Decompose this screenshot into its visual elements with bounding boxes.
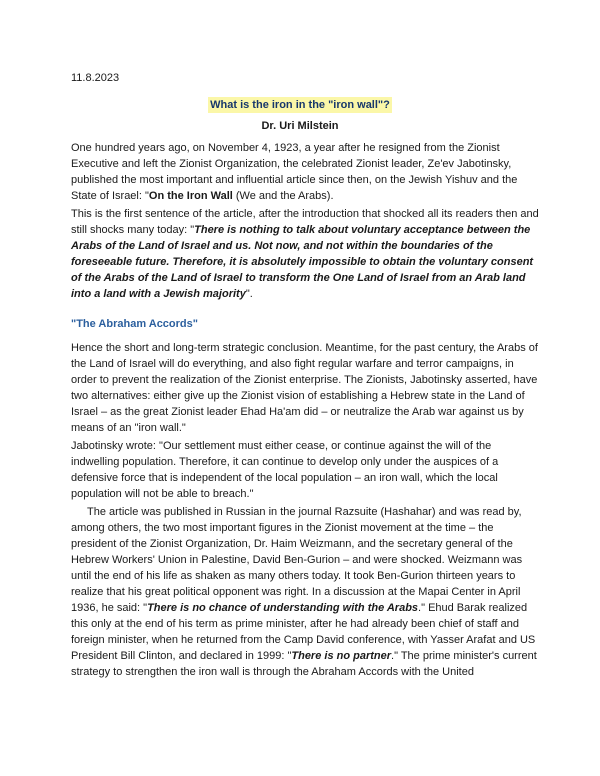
paragraph-1 [71, 140, 540, 204]
paragraph-5-text: The article was published in Russian in the journal Razsuite (Hashahar) and was read by, among others, the two most important figures in the Zionist movement at the time – the president of the Zionist Organization, Dr. Haim Weizmann, and the secretary general of the Hebrew Workers' Union in Palestine, David Ben-Gurion – and were shocked. Weizmann was until the end of his life as shaken as many others today. It took Ben-Gurion thirteen years to realize that his great political opponent was right. In a discussion at the Mapai Center in April 1936, he said: " [71, 506, 523, 614]
article-body [71, 140, 540, 682]
paragraph-3: Hence the short and long-term strategic conclusion. Meantime, for the past century, the Arabs of the Land of Israel will do everything, and also fight regular warfare and terror campaigns, in order to prevent the realization of the Zionist enterprise. The Zionists, Jabotinsky asserted, have two alternatives: either give up the Zionist vision of establishing a Hebrew state in the Land of Israel – as the great Zionist leader Ehad Ha'am did – or neutralize the Arab war against us by means of an "iron wall." [71, 342, 538, 434]
paragraph-2-text: This is the first sentence of the article, after the introduction that shocked all its readers then and still shocks many today: " [71, 208, 539, 236]
paragraph-5-quote-1: There is no chance of understanding with the Arabs [147, 602, 419, 614]
paragraph-1-text: One hundred years ago, on November 4, 1923, a year after he resigned from the Zionist Executive and left the Zionist Organization, the celebrated Zionist leader, Ze'ev Jabotinsky, published the most important and influential article since then, on the Jewish Yishuv and the State of Israel: " [71, 142, 518, 202]
document-title: What is the iron in the "iron wall"? [210, 99, 390, 111]
paragraph-2-tail: ". [245, 288, 253, 300]
paragraph-5-quote-2: There is no partner [291, 650, 392, 662]
paragraph-1-bold: On the Iron Wall [148, 190, 233, 202]
paragraph-2 [71, 206, 540, 302]
paragraph-4: Jabotinsky wrote: "Our settlement must either cease, or continue against the will of the indwelling population. Therefore, it can continue to develop only under the auspices of a defensive force that is independent of the local population – an iron wall, which the local population will not be able to breach." [71, 440, 499, 500]
paragraph-2-quote: There is nothing to talk about voluntary acceptance between the Arabs of the Land of Israel and us. Not now, and not within the boundaries of the foreseeable future. Therefore, it is absolutely impossible to obtain the voluntary consent of the Arabs of the Land of Israel to transform the One Land of Israel from an Arab land into a land with a Jewish majority [71, 224, 534, 300]
paragraph-1-tail: (We and the Arabs). [232, 190, 334, 202]
document-date: 11.8.2023 [71, 72, 120, 84]
paragraph-5-mid: ." Ehud Barak realized this only at the end of his term as prime minister, after he had already been chief of staff and foreign minister, when he returned from the Camp David conference, with Yasser Arafat and US President Bill Clinton, and declared in 1999: " [71, 602, 536, 662]
paragraph-5 [71, 504, 540, 680]
document-author: Dr. Uri Milstein [261, 120, 339, 132]
paragraph-5-tail: ." The prime minister's current strategy to strengthen the iron wall is through the Abraham Accords with the United [71, 650, 537, 678]
title-container [0, 95, 600, 113]
section-heading: "The Abraham Accords" [71, 318, 198, 330]
